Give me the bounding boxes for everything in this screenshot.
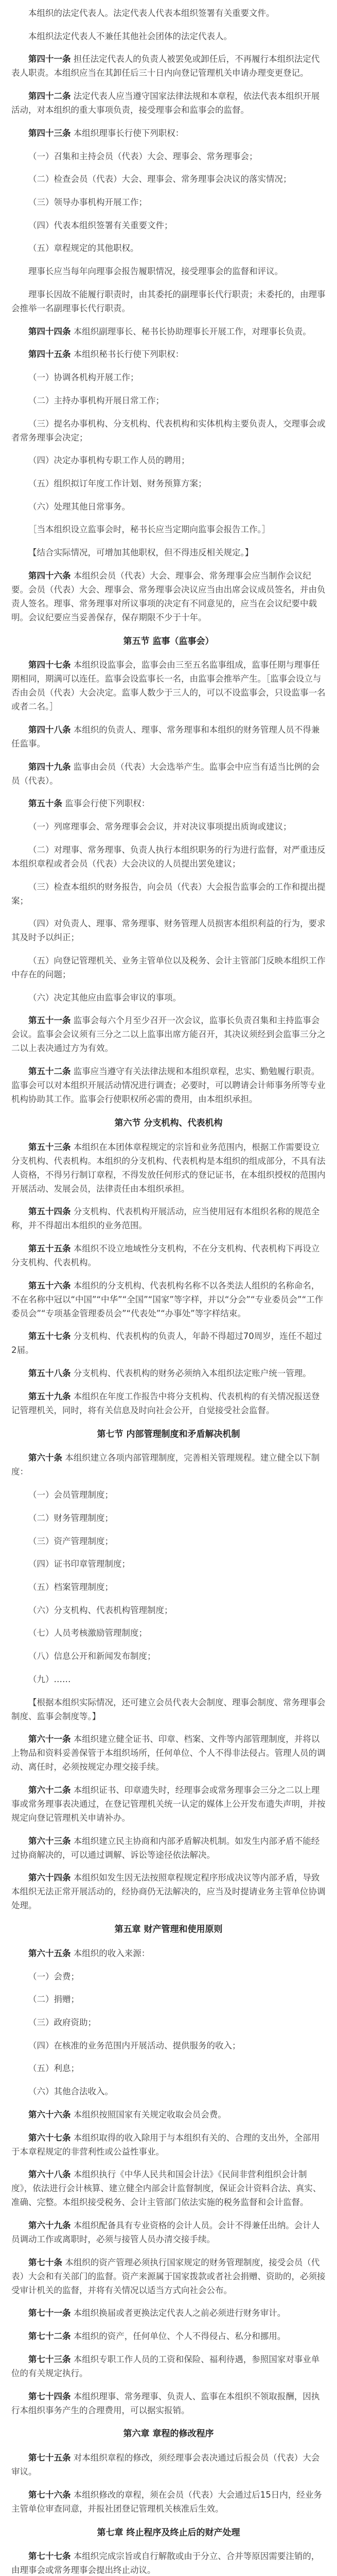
article-paragraph xyxy=(11,2329,326,2343)
article-number: 第七十二条 xyxy=(28,2331,71,2342)
article-number: 第五十三条 xyxy=(28,1142,71,1152)
article-text: 担任法定代表人的负责人被罢免或卸任后，不再履行本组织法定代表人职责。本组织应当在其卸任后三十日内向登记管理机关申请办理变更登记。 xyxy=(11,54,320,78)
article-paragraph xyxy=(11,1603,326,1617)
article-paragraph xyxy=(11,52,326,80)
article-text: 本组织专职工作人员的工资和保险、福利待遇，参照国家对事业单位的有关规定执行。 xyxy=(11,2354,320,2378)
article-paragraph xyxy=(11,287,326,315)
article-text: （六）分支机构、代表机构管理制度； xyxy=(28,1605,173,1615)
article-text: 本组织秘书长行使下列职权： xyxy=(73,349,184,360)
article-number: 第四十四条 xyxy=(28,326,71,336)
article-text: （六）其他合法收入。 xyxy=(28,2087,113,2097)
article-text: （二）捐赠； xyxy=(28,1994,79,2005)
article-text: （一）协调各机构开展工作； xyxy=(28,372,139,383)
article-text: （六）处理其他日常事务。 xyxy=(28,501,130,512)
article-text: （五）档案管理制度； xyxy=(28,1582,113,1592)
article-number: 第五十六条 xyxy=(28,1280,71,1291)
article-paragraph xyxy=(11,218,326,232)
article-paragraph xyxy=(11,172,326,186)
article-text: （五）利息； xyxy=(28,2063,79,2074)
article-text: 本组织建立民主协商和内部矛盾解决机制。如发生内部矛盾不能经过协商解决的，可以通过调解、诉讼等途径依法解决。 xyxy=(11,1836,320,1860)
section-heading: 第六节 分支机构、代表机构 xyxy=(114,1117,223,1128)
article-paragraph xyxy=(11,29,326,43)
article-paragraph xyxy=(11,370,326,384)
article-text: 【结合实际情况，可增加其他职权，但不得违反相关规定。】 xyxy=(28,548,254,558)
article-paragraph xyxy=(11,1871,326,1912)
article-text: 本组织副理事长、秘书长协助理事长开展工作，对理事长负责。 xyxy=(73,326,311,336)
article-text: （五）章程规定的其他职权。 xyxy=(28,243,139,253)
article-paragraph xyxy=(11,1205,326,1232)
article-paragraph xyxy=(11,796,326,810)
article-number: 第七十条 xyxy=(28,2257,62,2267)
article-number: 第四十六条 xyxy=(28,570,71,581)
article-text: （三）检查本组织的财务报告，向会员（代表）大会报告监事会的工作和提出提案； xyxy=(11,882,326,906)
article-text: 分支机构、代表机构的财务必须纳入本组织法定账户统一管理。 xyxy=(73,1368,311,1379)
article-text: （四）决定办事机构专职工作人员的聘用； xyxy=(28,455,190,466)
article-text: （六）决定其他应由监事会审议的事项。 xyxy=(28,992,181,1003)
article-number: 第四十七条 xyxy=(28,660,71,670)
article-paragraph xyxy=(11,1992,326,2006)
section-heading: 第五节 监事（监事会） xyxy=(123,636,214,647)
article-paragraph xyxy=(11,843,326,871)
article-paragraph xyxy=(11,2389,326,2417)
article-paragraph xyxy=(11,1672,326,1686)
article-paragraph xyxy=(11,2108,326,2122)
article-paragraph xyxy=(11,2306,326,2320)
article-paragraph xyxy=(11,2084,326,2098)
article-number: 第六十一条 xyxy=(28,1734,71,1744)
article-text: （一）会费； xyxy=(28,1971,79,1981)
article-number: 第六十二条 xyxy=(28,1785,71,1795)
article-text: （三）领导办事机构开展工作； xyxy=(28,197,147,208)
article-text: （八）信息公开和新闻发布制度； xyxy=(28,1651,156,1662)
article-text: 本组织的分支机构、代表机构名称不以各类法人组织的名称命名，不在名称中冠以“中国”“中华”“全国”“国家”等字样，并以“分会”“专业委员会”“工作委员会”“专项基金管理委员会”“代表处”“办事处”等字样结束。 xyxy=(11,1280,324,1318)
article-paragraph xyxy=(11,347,326,361)
article-paragraph xyxy=(11,917,326,944)
article-number: 第四十五条 xyxy=(28,349,71,360)
article-paragraph xyxy=(11,1834,326,1862)
article-number: 第六十五条 xyxy=(28,1948,71,1958)
article-paragraph xyxy=(11,820,326,834)
article-text: （四）在核准的业务范围内开展活动、提供服务的收入； xyxy=(28,2040,241,2050)
article-text: 本组织完成宗旨或自行解散或由于分立、合并等原因需要注销的，由理事会或常务理事会提出终止动议。 xyxy=(11,2551,320,2575)
article-paragraph xyxy=(11,1064,326,1106)
article-text: 分支机构、代表机构开展活动，应当使用冠有本组织名称的规范全称，并不得超出本组织的业务范围。 xyxy=(11,1207,320,1231)
article-paragraph xyxy=(11,723,326,751)
article-paragraph xyxy=(11,1511,326,1525)
article-text: 监事应当遵守有关法律法规和本组织章程，忠实、勤勉履行职责。监事会可以对本组织开展活动情况进行调查；必要时，可以聘请会计师事务所等专业机构协助其工作。监事会行使职权所必需的费用，由本组织承担。 xyxy=(11,1066,326,1105)
article-number: 第六十四条 xyxy=(28,1873,71,1883)
article-text: （一）会员管理制度； xyxy=(28,1490,113,1500)
article-text: 本组织在本团体章程规定的宗旨和业务范围内，根据工作需要设立分支机构、代表机构。本组织的分支机构、代表机构是本组织的组成部分，不具有法人资格，不得另行制订章程，不得发放任何形式的登记证书，在本组织授权的范围内开展活动、发展会员，法律责任由本组织承担。 xyxy=(11,1142,326,1194)
article-text: 本组织换届或者更换法定代表人之前必须进行财务审计。 xyxy=(73,2308,286,2318)
article-paragraph xyxy=(11,1557,326,1571)
article-text: 本组织证书、印章遗失时，经理事会或常务理事会三分之二以上理事或常务理事表决通过，在登记管理机关统一认定的媒体上公开发布遗失声明，并按规定向登记管理机关申请补办。 xyxy=(11,1785,326,1823)
article-paragraph xyxy=(11,1366,326,1380)
article-text: 本组织按照国家有关规定收取会员会费。 xyxy=(73,2109,226,2120)
article-text: 本组织的资产管理必须执行国家规定的财务管理制度，接受会员（代表）大会和有关部门的监督。资产来源属于国家拨款或者社会捐赠、资助的，必须接受审计机关的监督，并将有关情况以适当方式向社会公布。 xyxy=(11,2257,326,2295)
article-paragraph xyxy=(11,6,326,20)
article-text: 本组织法定代表人不兼任其他社会团体的法定代表人。 xyxy=(28,31,232,41)
article-text: （三）资产管理制度； xyxy=(28,1536,113,1546)
article-number: 第七十四条 xyxy=(28,2391,71,2401)
article-paragraph xyxy=(11,241,326,255)
article-number: 第五十一条 xyxy=(28,1015,71,1026)
article-paragraph xyxy=(11,1626,326,1640)
article-text: 监事由会员（代表）大会选举产生。监事会中应当有适当比例的会员（代表）。 xyxy=(11,761,320,786)
article-number: 第六十三条 xyxy=(28,1836,71,1846)
article-text: 本组织设监事会，监事会由三至五名监事组成，监事任期与理事任期相同，期满可以连任。监事会设监事长一名，由监事会推举产生。［监事会设立与否由会员（代表）大会决定。监事人数少于三人的，可以不设监事会，只设监事一名或者二名。］ xyxy=(11,660,326,712)
article-text: 分支机构、代表机构的负责人，年龄不得超过70周岁，连任不超过2届。 xyxy=(11,1331,322,1355)
article-text: （一）列席理事会、常务理事会会议，并对决议事项提出质询或建议； xyxy=(28,822,292,832)
article-paragraph xyxy=(11,1329,326,1357)
article-text: 本组织如发生因无法按照章程规定程序形成决议等内部矛盾，导致本组织无法正常开展活动的，经协商仍无法解决的，应当及时提请业务主管单位协调处理。 xyxy=(11,1873,326,1911)
article-paragraph xyxy=(11,880,326,908)
article-text: 本组织不设立地域性分支机构，不在分支机构、代表机构下再设立分支机构、代表机构。 xyxy=(11,1244,320,1268)
section-heading: 第五章 财产管理和使用原则 xyxy=(114,1924,223,1935)
article-paragraph xyxy=(11,1242,326,1269)
article-text: （一）召集和主持会员（代表）大会、理事会、常务理事会； xyxy=(28,151,258,161)
article-number: 第七十五条 xyxy=(28,2453,71,2463)
article-text: ［当本组织设立监事会时，秘书长应当定期向监事会报告工作。］ xyxy=(28,524,271,535)
article-text: 监事会行使下列职权： xyxy=(65,799,150,809)
article-number: 第五十二条 xyxy=(28,1066,71,1077)
article-paragraph xyxy=(11,394,326,408)
article-text: （七）人员考核激励管理制度； xyxy=(28,1628,147,1638)
article-text: （三）政府资助； xyxy=(28,2018,96,2027)
article-paragraph xyxy=(11,264,326,278)
article-text: 本组织的法定代表人。法定代表人代表本组织签署有关重要文件。 xyxy=(28,8,275,18)
article-number: 第六十九条 xyxy=(28,2221,71,2231)
article-paragraph xyxy=(11,2015,326,2029)
article-paragraph xyxy=(11,417,326,445)
article-text: 对本组织章程的修改，须经理事会表决通过后报会员（代表）大会审议。 xyxy=(11,2453,320,2477)
article-paragraph xyxy=(11,991,326,1005)
article-number: 第七十七条 xyxy=(28,2551,71,2562)
article-text: 理事长因故不能履行职责时，由其委托的副理事长代行职责；未委托的，由理事会推举一名副理事长代行职责。 xyxy=(11,289,326,313)
article-paragraph xyxy=(11,2131,326,2159)
article-number: 第四十九条 xyxy=(28,761,71,772)
article-text: 理事长应当每年向理事会报告履职情况，接受理事会的监督和评议。 xyxy=(28,266,283,277)
article-paragraph xyxy=(11,2039,326,2053)
article-paragraph xyxy=(11,1013,326,1055)
article-text: （二）主持办事机构开展日常工作； xyxy=(28,395,164,405)
article-text: 法定代表人应当遵守国家法律法规和本章程，依法代表本组织开展活动，对本组织的重大事项负责，接受理事会和监事会的监督。 xyxy=(11,91,320,115)
article-paragraph xyxy=(11,2167,326,2209)
article-paragraph xyxy=(11,2451,326,2479)
article-text: 本组织执行《中华人民共和国会计法》《民间非营利组织会计制度》，依法进行会计核算、建立健全内部会计监督制度，保证会计资料合法、真实、准确、完整。本组织接受税务、会计主管部门依法实施的税务监督和会计监督。 xyxy=(11,2170,322,2208)
article-number: 第五十五条 xyxy=(28,1244,71,1254)
article-text: 本组织配备具有专业资格的会计人员。会计不得兼任出纳。会计人员调动工作或离职时，必须与接管人员办清交接手续。 xyxy=(11,2221,320,2245)
article-text: 本组织的收入来源： xyxy=(73,1948,150,1958)
article-number: 第五十条 xyxy=(28,799,62,809)
article-paragraph xyxy=(11,2256,326,2297)
article-paragraph xyxy=(11,89,326,117)
article-paragraph xyxy=(11,477,326,490)
article-number: 第四十二条 xyxy=(28,91,71,101)
article-number: 第四十一条 xyxy=(28,54,71,64)
article-number: 第六十六条 xyxy=(28,2109,71,2120)
article-paragraph xyxy=(11,2352,326,2380)
article-text: 本组织的资产，任何单位、个人不得侵占、私分和挪用。 xyxy=(73,2331,286,2342)
article-text: 本组织修改的章程，须在会员（代表）大会通过后15日内，经业务主管单位审查同意，并报社团登记管理机关核准后生效。 xyxy=(11,2489,322,2514)
article-paragraph xyxy=(11,1140,326,1196)
article-text: 本组织在年度工作报告中将分支机构、代表机构的有关情况报送登记管理机关，同时，将有关信息及时向社会公开，自觉接受社会监督。 xyxy=(11,1391,320,1415)
article-number: 第七十三条 xyxy=(28,2354,71,2364)
article-paragraph xyxy=(11,149,326,163)
article-text: （二）检查会员（代表）大会、理事会、常务理事会决议的落实情况； xyxy=(28,174,292,184)
article-paragraph xyxy=(11,2218,326,2246)
section-heading: 第六章 章程的修改程序 xyxy=(123,2429,214,2439)
article-number: 第五十八条 xyxy=(28,1368,71,1379)
article-text: 监事会每六个月至少召开一次会议，监事长负责召集和主持监事会会议。监事会会议须有三分之二以上监事出席方能召开，其决议须经到会监事三分之二以上表决通过方为有效。 xyxy=(11,1015,326,1054)
article-paragraph xyxy=(11,1389,326,1417)
article-paragraph xyxy=(11,325,326,338)
article-text: （四）证书印章管理制度； xyxy=(28,1559,130,1569)
article-paragraph xyxy=(11,2488,326,2516)
article-paragraph xyxy=(11,1451,326,1479)
article-number: 第五十四条 xyxy=(28,1207,71,1217)
article-paragraph xyxy=(11,569,326,624)
article-paragraph xyxy=(11,1649,326,1663)
article-paragraph xyxy=(11,522,326,536)
article-text: （五）向登记管理机关、业务主管单位以及税务、会计主管部门反映本组织工作中存在的问题； xyxy=(11,956,326,979)
article-text: （九）…… xyxy=(28,1674,71,1684)
article-text: （四）对负责人、理事、常务理事、财务管理人员损害本组织利益的行为，要求其及时予以纠正； xyxy=(11,919,326,943)
article-text: 本组织取得的收入除用于与本组织有关的、合理的支出外，全部用于本章程规定的非营利性或公益性事业。 xyxy=(11,2132,320,2157)
article-text: 本组织建立各项内部管理制度，完善相关管理规程。建立健全以下制度： xyxy=(11,1453,320,1477)
article-paragraph xyxy=(11,195,326,209)
section-heading: 第七章 终止程序及终止后的财产处理 xyxy=(97,2527,240,2538)
article-number: 第六十条 xyxy=(28,1453,62,1463)
article-paragraph xyxy=(11,453,326,467)
article-number: 第五十七条 xyxy=(28,1331,71,1342)
article-text: （二）对理事、常务理事、负责人执行本组织职务的行为进行监督，对严重违反本组织章程或者会员（代表）大会决议的人员提出罢免建议； xyxy=(11,844,326,869)
article-number: 第五十九条 xyxy=(28,1391,71,1401)
article-paragraph xyxy=(11,658,326,714)
article-paragraph xyxy=(11,1783,326,1825)
article-paragraph xyxy=(11,1488,326,1502)
article-number: 第六十八条 xyxy=(28,2170,71,2180)
article-text: 本组织会员（代表）大会、理事会、常务理事会应当制作会议纪要。会员（代表）大会、理事会、常务理事会决议应当由出席会议成员签名，并由负责人签名。理事、常务理事对所议事项的决定有不同意见的，应当在会议纪要中载明。会议纪要应当妥善保存，保存期限不少于十年。 xyxy=(11,570,326,622)
article-paragraph xyxy=(11,2549,326,2576)
article-number: 第六十七条 xyxy=(28,2132,71,2143)
article-text: 本组织理事、常务理事、负责人、监事在本组织不领取报酬，因执行本组织事务产生的合理费用，可以据实报销。 xyxy=(11,2391,320,2415)
article-paragraph xyxy=(11,1696,326,1723)
article-paragraph xyxy=(11,1580,326,1594)
article-text: （五）组织拟订年度工作计划、财务预算方案； xyxy=(28,478,207,488)
article-paragraph xyxy=(11,1946,326,1960)
article-paragraph xyxy=(11,1732,326,1774)
article-paragraph xyxy=(11,1534,326,1548)
article-text: （四）代表本组织签署有关重要文件； xyxy=(28,220,173,230)
article-number: 第四十八条 xyxy=(28,724,71,735)
article-paragraph xyxy=(11,2061,326,2075)
article-paragraph xyxy=(11,546,326,560)
article-text: （二）财务管理制度； xyxy=(28,1513,113,1523)
article-text: 本组织理事长行使下列职权： xyxy=(73,128,184,138)
article-paragraph xyxy=(11,1279,326,1320)
article-text: （三）提名办事机构、分支机构、代表机构和实体机构主要负责人，交理事会或者常务理事会决定； xyxy=(11,418,326,443)
article-paragraph xyxy=(11,1970,326,1984)
article-paragraph xyxy=(11,500,326,514)
article-paragraph xyxy=(11,760,326,788)
article-text: 本组织建立健全证书、印章、档案、文件等内部管理制度，并将以上物品和资料妥善保管于本组织场所，任何单位、个人不得非法侵占。管理人员的调动、离任时，必须按规定办理交接手续。 xyxy=(11,1734,326,1772)
article-text: 【根据本组织实际情况，还可建立会员代表大会制度、理事会制度、常务理事会制度、监事会制度等。】 xyxy=(11,1697,326,1721)
article-number: 第七十一条 xyxy=(28,2308,71,2318)
article-number: 第四十三条 xyxy=(28,128,71,138)
article-text: 本组织的负责人、理事、常务理事和本组织的财务管理人员不得兼任监事。 xyxy=(11,724,320,749)
article-paragraph xyxy=(11,126,326,140)
article-paragraph xyxy=(11,954,326,981)
section-heading: 第七节 内部管理制度和矛盾解决机制 xyxy=(97,1429,240,1439)
article-number: 第七十六条 xyxy=(28,2489,71,2500)
